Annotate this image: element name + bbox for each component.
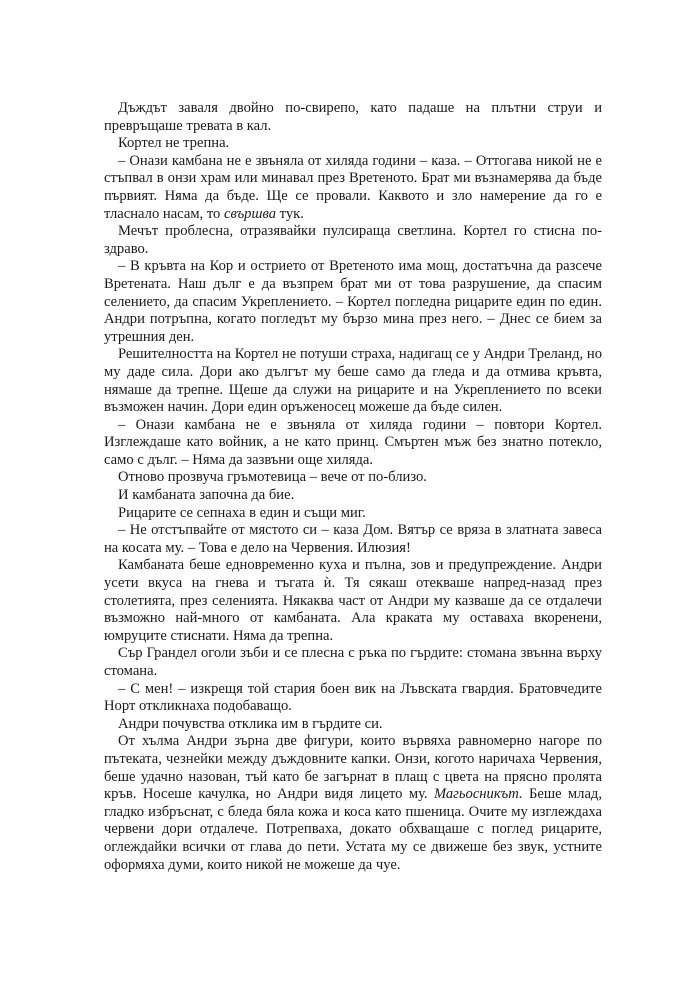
paragraph-text: Решителността на Кортел не потуши страха, надигащ се у Андри Треланд, но му даде сила. Дори ако дългът му беше само да гледа и да отмива кръвта, нямаше да трепне. Щеше да служи на рицарите и на Укреплението по всеки възможен начин. Дори един оръженосец можеше да бъде силен.: [104, 346, 602, 416]
paragraph-text: От хълма Андри зърна две фигури, които вървяха равномерно нагоре по пътеката, чезнейки между дъждовните капки. Онзи, когото наричаха Червения, беше удачно назован, тъй като бе загърнат в плащ с цвета на прясно пролята кръв. Носеше качулка, но Андри видя лицето му.: [104, 733, 602, 803]
paragraph: [104, 645, 602, 680]
paragraph-text: Беше млад, гладко избръснат, с бледа бяла кожа и коса като пшеница. Очите му изглеждаха червени дори отдалече. Потрепваха, докато обхващаше с поглед рицарите, оглеждайки всички от глава до пети. Устата му се движеше без звук, устните оформяха думи, които никой не можеше да чуе.: [104, 786, 602, 873]
emphasized-text: Магьосникът.: [433, 786, 523, 803]
paragraph-text: – Онази камбана не е звъняла от хиляда години – каза. – Оттогава никой не е стъпвал в онзи храм или минавал през Вретеното. Брат ми възнамерява да бъде първият. Няма да бъде. Ще се провали. Каквото и зло намерение да го е тласнало насам, то: [104, 152, 602, 222]
paragraph: [104, 505, 602, 523]
paragraph-text: Кортел не трепна.: [118, 135, 230, 152]
paragraph: [104, 346, 602, 416]
paragraph-text: Андри почувства отклика им в гърдите си.: [118, 715, 383, 732]
paragraph: [104, 469, 602, 487]
paragraph: [104, 153, 602, 223]
paragraph: [104, 487, 602, 505]
paragraph: [104, 716, 602, 734]
paragraph-text: Сър Грандел оголи зъби и се плесна с ръка по гърдите: стомана звънна върху стомана.: [104, 645, 602, 679]
paragraph-text: Дъждът заваля двойно по-свирепо, като падаше на плътни струи и превръщаше тревата в кал.: [104, 100, 602, 134]
paragraph: [104, 417, 602, 470]
paragraph-text: Отново прозвуча гръмотевица – вече от по-близо.: [118, 469, 427, 486]
body-text: [104, 100, 602, 874]
paragraph-text: Мечът проблесна, отразявайки пулсираща светлина. Кортел го стисна по-здраво.: [104, 223, 602, 257]
paragraph-text: – Онази камбана не е звъняла от хиляда години – повтори Кортел. Изглеждаше като войник, а не като принц. Смъртен мъж без знатно потекло, само с дълг. – Няма да зазвъни още хиляда.: [104, 416, 602, 468]
paragraph: [104, 258, 602, 346]
paragraph: [104, 135, 602, 153]
paragraph: [104, 100, 602, 135]
paragraph-text: – В кръвта на Кор и острието от Вретеното има мощ, достатъчна да разсече Вретената. Наш дълг е да възпрем брат ми от това разрушение, да спасим селението, да спасим Укреплението. – Кортел погледна рицарите един по един. Андри потръпна, когато погледът му бързо мина през него. – Днес се бием за утрешния ден.: [104, 258, 602, 345]
paragraph: [104, 681, 602, 716]
paragraph-text: Рицарите се сепнаха в един и същи миг.: [118, 504, 366, 521]
paragraph-text: – С мен! – изкрещя той стария боен вик на Лъвската гвардия. Братовчедите Норт откликнаха подобаващо.: [104, 680, 602, 715]
paragraph: [104, 557, 602, 645]
paragraph-text: Камбаната беше едновременно куха и пълна, зов и предупреждение. Андри усети вкуса на гнева и тъгата ѝ. Тя сякаш отекваше напред-назад през столетията, през селенията. Някаква част от Андри му казваше да се отдалечи възможно най-много от камбаната. Ала краката му оставаха вкоренени, юмруците стиснати. Няма да трепна.: [104, 557, 602, 644]
paragraph: [104, 522, 602, 557]
paragraph-text: тук.: [276, 205, 304, 222]
paragraph-text: – Не отстъпвайте от мястото си – каза Дом. Вятър се вряза в златната завеса на косата му. – Това е дело на Червения. Илюзия!: [104, 522, 602, 556]
emphasized-text: свършва: [223, 205, 277, 222]
paragraph-text: И камбаната започна да бие.: [118, 487, 295, 504]
paragraph: [104, 733, 602, 874]
paragraph: [104, 223, 602, 258]
